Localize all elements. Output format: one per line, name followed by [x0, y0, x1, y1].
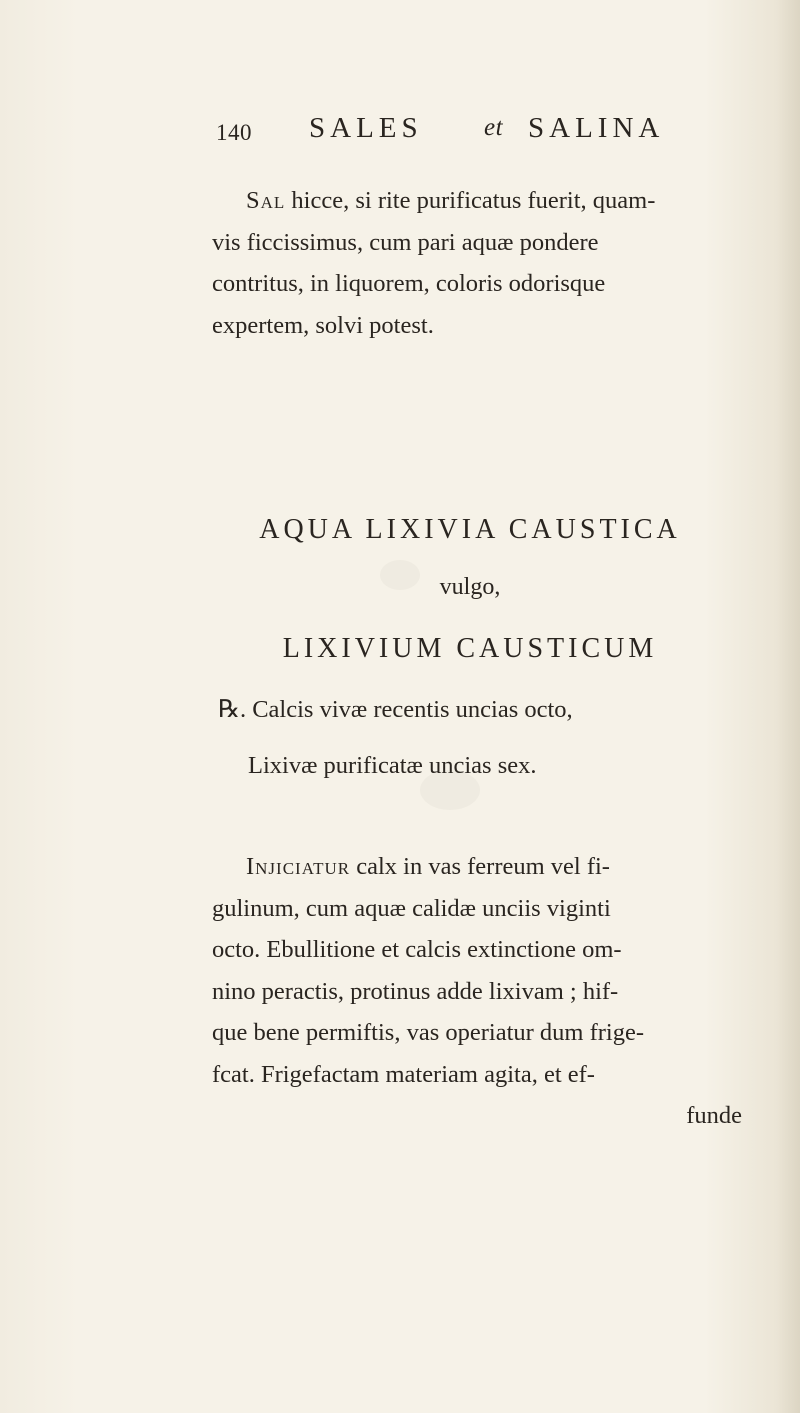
header-title-left: SALES — [309, 112, 423, 144]
paragraph-lead: Sal — [246, 187, 286, 214]
section-alt-title: LIXIVIUM CAUSTICUM — [282, 633, 658, 664]
paragraph-line: contritus, in liquorem, coloris odorisque — [212, 270, 606, 297]
recipe-item: Calcis vivæ recentis uncias octo, — [252, 696, 573, 723]
header-title-right: SALINA — [528, 112, 665, 144]
paragraph-line: fcat. Frigefactam materiam agita, et ef- — [212, 1060, 595, 1088]
recipe-symbol: ℞. — [218, 696, 247, 723]
page-number: 140 — [216, 120, 252, 145]
paragraph-line: Sal hicce, si rite purificatus fuerit, quam- — [246, 187, 656, 214]
paper-stain — [380, 560, 420, 590]
paragraph-line: nino peractis, protinus adde lixivam ; hif- — [212, 977, 619, 1005]
paragraph-line: Injiciatur calx in vas ferreum vel fi- — [246, 853, 610, 880]
paragraph-line: octo. Ebullitione et calcis extinctione om- — [212, 936, 622, 963]
paper-stain — [420, 770, 480, 810]
paragraph-line: vis ficcissimus, cum pari aquæ pondere — [212, 228, 599, 256]
running-head — [216, 112, 696, 156]
recipe-line — [248, 752, 537, 780]
recipe-item: Lixivæ purificatæ uncias sex. — [248, 752, 537, 779]
catchword: funde — [686, 1102, 742, 1129]
header-title-connector: et — [484, 114, 504, 141]
paragraph-lead: Injiciatur — [246, 853, 351, 880]
paragraph-line: gulinum, cum aquæ calidæ unciis viginti — [212, 894, 611, 922]
paragraph-sal — [212, 180, 742, 346]
paragraph-line: expertem, solvi potest. — [212, 311, 434, 339]
paragraph-injiciatur — [212, 846, 742, 1137]
recipe-line — [218, 694, 573, 724]
section-subtitle: vulgo, — [439, 574, 501, 600]
paragraph-line: que bene permiftis, vas operiatur dum frige- — [212, 1019, 645, 1046]
section-title: AQUA LIXIVIA CAUSTICA — [259, 514, 681, 545]
